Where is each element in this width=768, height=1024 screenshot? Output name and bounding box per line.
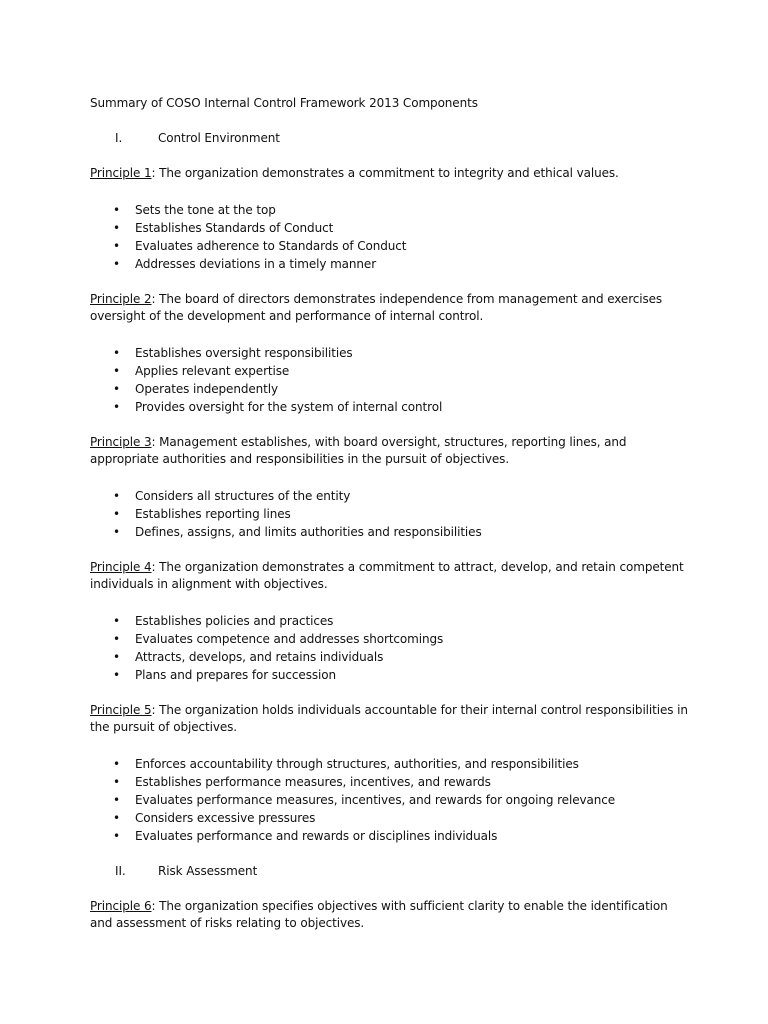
bullet-glyph: • [113, 775, 120, 789]
list-item [90, 219, 690, 237]
principle-label: Principle 1 [90, 166, 152, 180]
principle-statement [90, 434, 690, 468]
section-title: Risk Assessment [158, 864, 258, 878]
bullet-list [90, 487, 690, 541]
list-item-text: Plans and prepares for succession [135, 668, 336, 682]
principle-statement [90, 559, 690, 593]
bullet-glyph: • [113, 650, 120, 664]
list-item [90, 523, 690, 541]
section-title: Control Environment [158, 131, 280, 145]
list-item-text: Addresses deviations in a timely manner [135, 257, 377, 271]
principle-text: : The organization demonstrates a commitment to attract, develop, and retain competent individuals in alignment with objectives. [90, 560, 684, 591]
list-item [90, 755, 690, 773]
list-item-text: Establishes Standards of Conduct [135, 221, 334, 235]
list-item [90, 612, 690, 630]
principle-label: Principle 2 [90, 292, 152, 306]
list-item [90, 487, 690, 505]
section-heading [90, 130, 690, 147]
principle-text: : The board of directors demonstrates independence from management and exercises oversight of the development and performance of internal control. [90, 292, 663, 323]
bullet-list [90, 612, 690, 684]
list-item-text: Enforces accountability through structures, authorities, and responsibilities [135, 757, 579, 771]
list-item [90, 201, 690, 219]
principle-label: Principle 3 [90, 435, 152, 449]
document-body [90, 95, 690, 951]
list-item [90, 827, 690, 845]
principle-statement [90, 898, 690, 932]
bullet-glyph: • [113, 346, 120, 360]
principle-label: Principle 5 [90, 703, 152, 717]
list-item [90, 380, 690, 398]
list-item-text: Sets the tone at the top [135, 203, 276, 217]
bullet-glyph: • [113, 507, 120, 521]
list-item-text: Considers all structures of the entity [135, 489, 351, 503]
list-item [90, 505, 690, 523]
bullet-glyph: • [113, 382, 120, 396]
list-item [90, 791, 690, 809]
principle-statement [90, 165, 690, 182]
list-item [90, 809, 690, 827]
principle-text: : The organization holds individuals accountable for their internal control responsibilities in the pursuit of objectives. [90, 703, 688, 734]
bullet-glyph: • [113, 221, 120, 235]
list-item-text: Establishes oversight responsibilities [135, 346, 353, 360]
list-item [90, 237, 690, 255]
bullet-glyph: • [113, 203, 120, 217]
list-item-text: Evaluates performance and rewards or disciplines individuals [135, 829, 498, 843]
section-numeral: I. [115, 131, 123, 145]
bullet-list [90, 201, 690, 273]
bullet-glyph: • [113, 829, 120, 843]
list-item-text: Evaluates adherence to Standards of Conduct [135, 239, 407, 253]
principle-text: : The organization specifies objectives with sufficient clarity to enable the identification and assessment of risks relating to objectives. [90, 899, 668, 930]
bullet-list [90, 755, 690, 845]
list-item [90, 344, 690, 362]
list-item [90, 398, 690, 416]
list-item-text: Considers excessive pressures [135, 811, 316, 825]
principle-statement [90, 702, 690, 736]
bullet-glyph: • [113, 364, 120, 378]
bullet-glyph: • [113, 257, 120, 271]
list-item [90, 773, 690, 791]
principle-statement [90, 291, 690, 325]
list-item-text: Establishes reporting lines [135, 507, 291, 521]
bullet-glyph: • [113, 525, 120, 539]
document-title: Summary of COSO Internal Control Framework 2013 Components [90, 96, 478, 110]
list-item-text: Attracts, develops, and retains individuals [135, 650, 384, 664]
list-item-text: Evaluates performance measures, incentives, and rewards for ongoing relevance [135, 793, 616, 807]
principle-label: Principle 4 [90, 560, 152, 574]
bullet-glyph: • [113, 400, 120, 414]
bullet-glyph: • [113, 239, 120, 253]
list-item [90, 362, 690, 380]
list-item-text: Establishes policies and practices [135, 614, 334, 628]
list-item-text: Operates independently [135, 382, 278, 396]
list-item [90, 255, 690, 273]
bullet-glyph: • [113, 632, 120, 646]
bullet-glyph: • [113, 614, 120, 628]
list-item-text: Defines, assigns, and limits authorities and responsibilities [135, 525, 482, 539]
bullet-glyph: • [113, 793, 120, 807]
list-item-text: Establishes performance measures, incentives, and rewards [135, 775, 491, 789]
principle-text: : Management establishes, with board oversight, structures, reporting lines, and appropriate authorities and responsibilities in the pursuit of objectives. [90, 435, 627, 466]
bullet-glyph: • [113, 757, 120, 771]
bullet-list [90, 344, 690, 416]
bullet-glyph: • [113, 668, 120, 682]
list-item [90, 666, 690, 684]
bullet-glyph: • [113, 489, 120, 503]
section-numeral: II. [115, 864, 126, 878]
list-item-text: Evaluates competence and addresses shortcomings [135, 632, 444, 646]
principle-label: Principle 6 [90, 899, 152, 913]
section-heading [90, 863, 690, 880]
list-item-text: Provides oversight for the system of internal control [135, 400, 443, 414]
list-item [90, 648, 690, 666]
principle-text: : The organization demonstrates a commitment to integrity and ethical values. [151, 166, 619, 180]
list-item [90, 630, 690, 648]
bullet-glyph: • [113, 811, 120, 825]
list-item-text: Applies relevant expertise [135, 364, 290, 378]
